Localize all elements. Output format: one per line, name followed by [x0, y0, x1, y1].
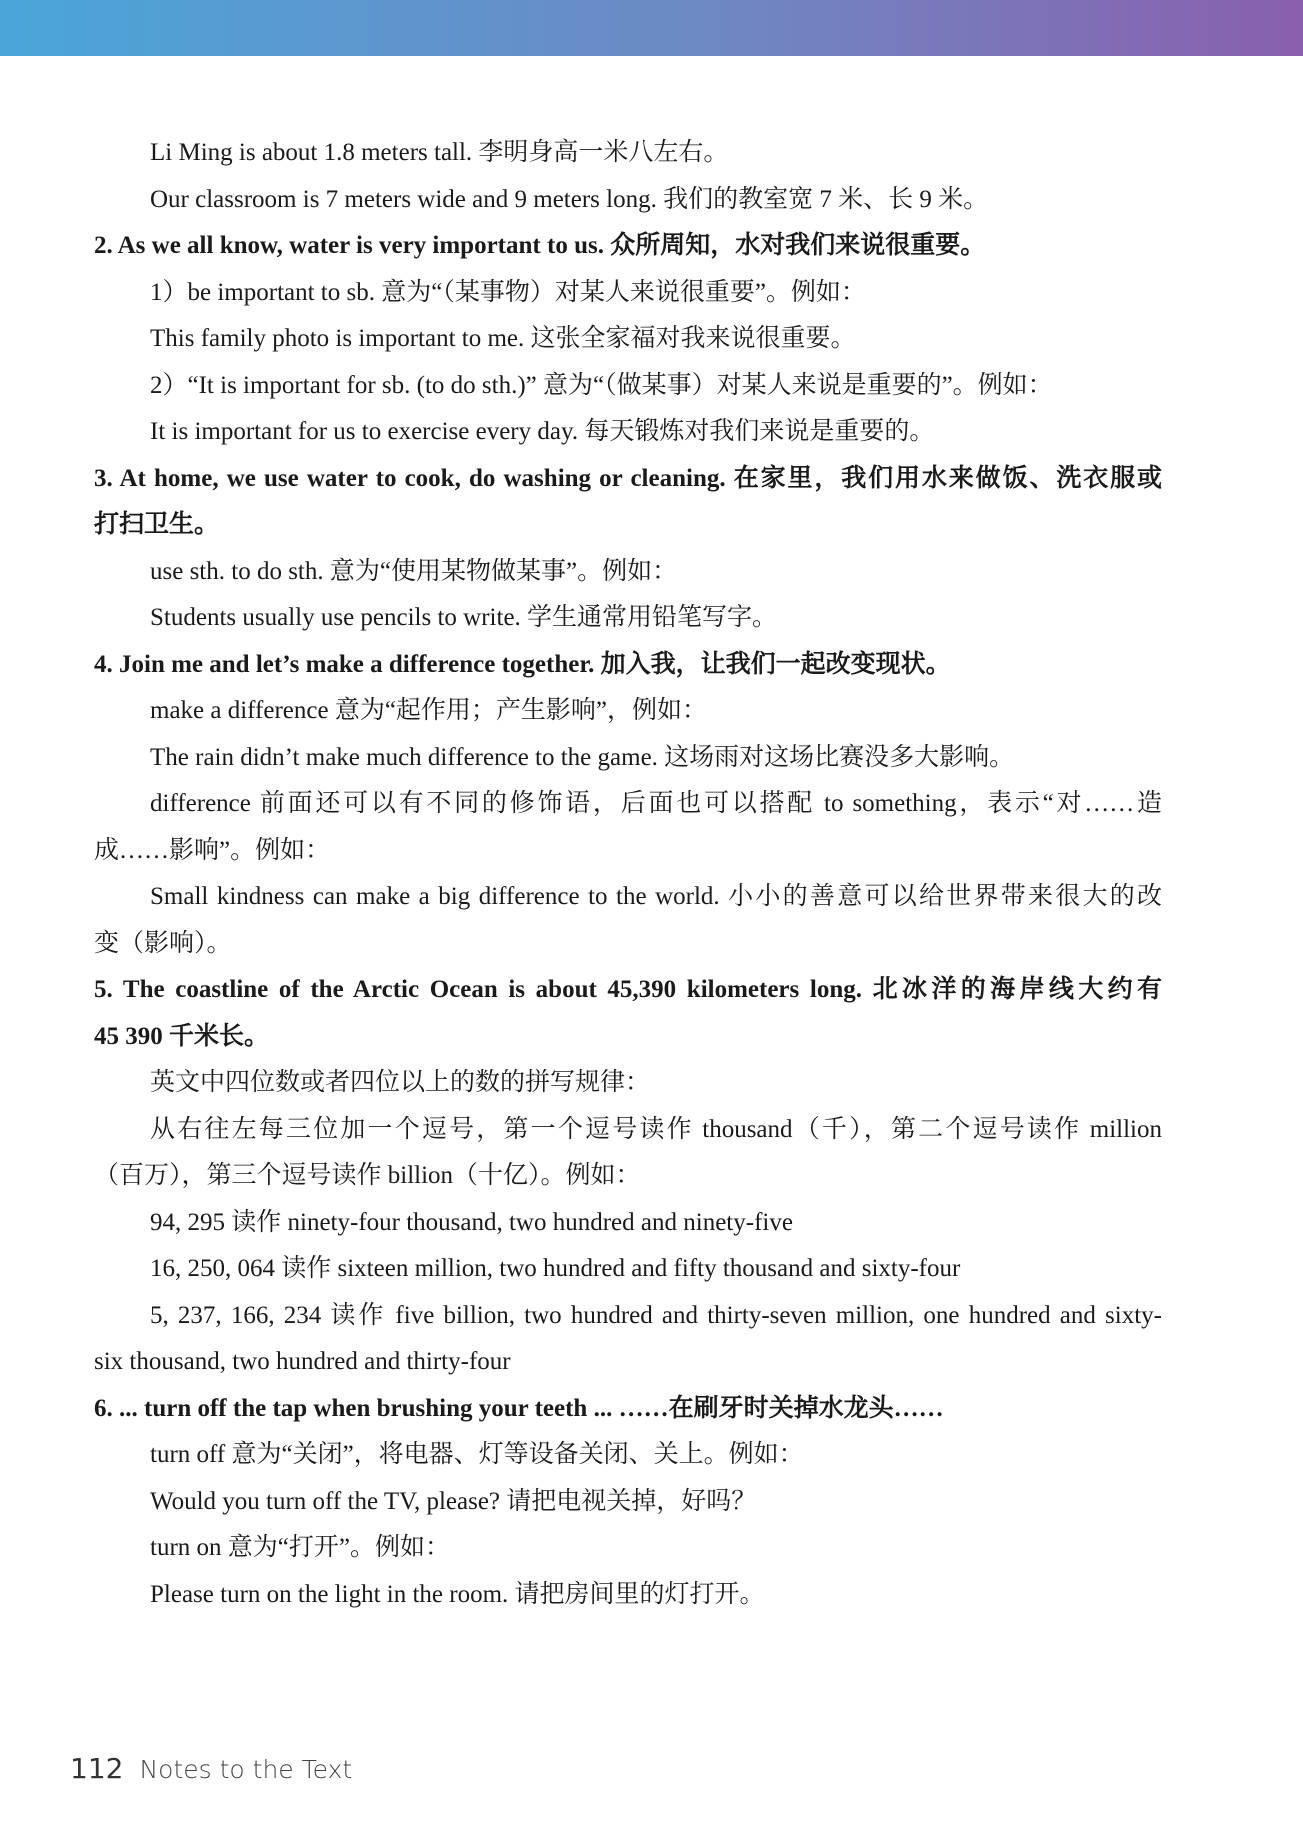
note-line: Small kindness can make a big difference to the world. 小小的善意可以给世界带来很大的改 — [150, 883, 1162, 910]
note-line: Li Ming is about 1.8 meters tall. 李明身高一米八左右。 — [150, 139, 729, 166]
note-heading: 45 390 千米长。 — [94, 1022, 270, 1050]
note-line: 2）“It is important for sb. (to do sth.)” 意为“（做某事）对某人来说是重要的”。例如： — [150, 371, 1053, 399]
note-line-continued: six thousand, two hundred and thirty-four — [94, 1348, 511, 1375]
note-line: turn off 意为“关闭”，将电器、灯等设备关闭、关上。例如： — [150, 1441, 804, 1468]
note-line: Students usually use pencils to write. 学生通常用铅笔写字。 — [150, 604, 778, 631]
page-content — [94, 130, 1162, 1618]
note-heading: 6. ... turn off the tap when brushing your teeth ... ……在刷牙时关掉水龙头…… — [94, 1394, 944, 1422]
note-line-continued: 成……影响”。例如： — [94, 836, 331, 864]
note-line: The rain didn’t make much difference to the game. 这场雨对这场比赛没多大影响。 — [150, 743, 1015, 771]
page-number: 112 — [70, 1752, 124, 1785]
note-line: 5, 237, 166, 234 读作 five billion, two hundred and thirty-seven million, one hundred and sixty- — [150, 1301, 1162, 1329]
note-line-continued: 变（影响）。 — [94, 929, 232, 957]
note-line: 1）be important to sb. 意为“（某事物）对某人来说很重要”。例如： — [150, 278, 866, 306]
page-footer — [70, 1752, 352, 1785]
note-heading: 打扫卫生。 — [94, 511, 220, 538]
section-title: Notes to the Text — [139, 1755, 353, 1784]
header-banner — [0, 0, 1303, 56]
note-line: 94, 295 读作 ninety-four thousand, two hundred and ninety-five — [150, 1208, 793, 1236]
note-heading: 5. The coastline of the Arctic Ocean is about 45,390 kilometers long. 北冰洋的海岸线大约有 — [94, 976, 1162, 1003]
note-heading: 2. As we all know, water is very important to us. 众所周知，水对我们来说很重要。 — [94, 232, 986, 259]
note-line: 英文中四位数或者四位以上的数的拼写规律： — [150, 1069, 651, 1096]
note-line: Would you turn off the TV, please? 请把电视关掉，好吗？ — [150, 1487, 757, 1515]
note-line: use sth. to do sth. 意为“使用某物做某事”。例如： — [150, 557, 678, 585]
note-line-continued: （百万），第三个逗号读作 billion（十亿）。例如： — [94, 1162, 641, 1189]
note-line: It is important for us to exercise every day. 每天锻炼对我们来说是重要的。 — [150, 418, 935, 445]
note-heading: 4. Join me and let’s make a difference together. 加入我，让我们一起改变现状。 — [94, 650, 951, 678]
note-line: Our classroom is 7 meters wide and 9 meters long. 我们的教室宽 7 米、长 9 米。 — [150, 185, 989, 213]
note-line: turn on 意为“打开”。例如： — [150, 1534, 450, 1561]
note-line: 从右往左每三位加一个逗号，第一个逗号读作 thousand（千），第二个逗号读作 million — [150, 1115, 1162, 1143]
note-line: 16, 250, 064 读作 sixteen million, two hundred and fifty thousand and sixty-four — [150, 1255, 961, 1282]
note-line: make a difference 意为“起作用；产生影响”，例如： — [150, 697, 708, 724]
note-line: difference 前面还可以有不同的修饰语，后面也可以搭配 to something，表示“对……造 — [150, 790, 1162, 817]
note-line: This family photo is important to me. 这张全家福对我来说很重要。 — [150, 325, 856, 352]
note-heading: 3. At home, we use water to cook, do washing or cleaning. 在家里，我们用水来做饭、洗衣服或 — [94, 464, 1162, 492]
note-line: Please turn on the light in the room. 请把房间里的灯打开。 — [150, 1580, 765, 1608]
